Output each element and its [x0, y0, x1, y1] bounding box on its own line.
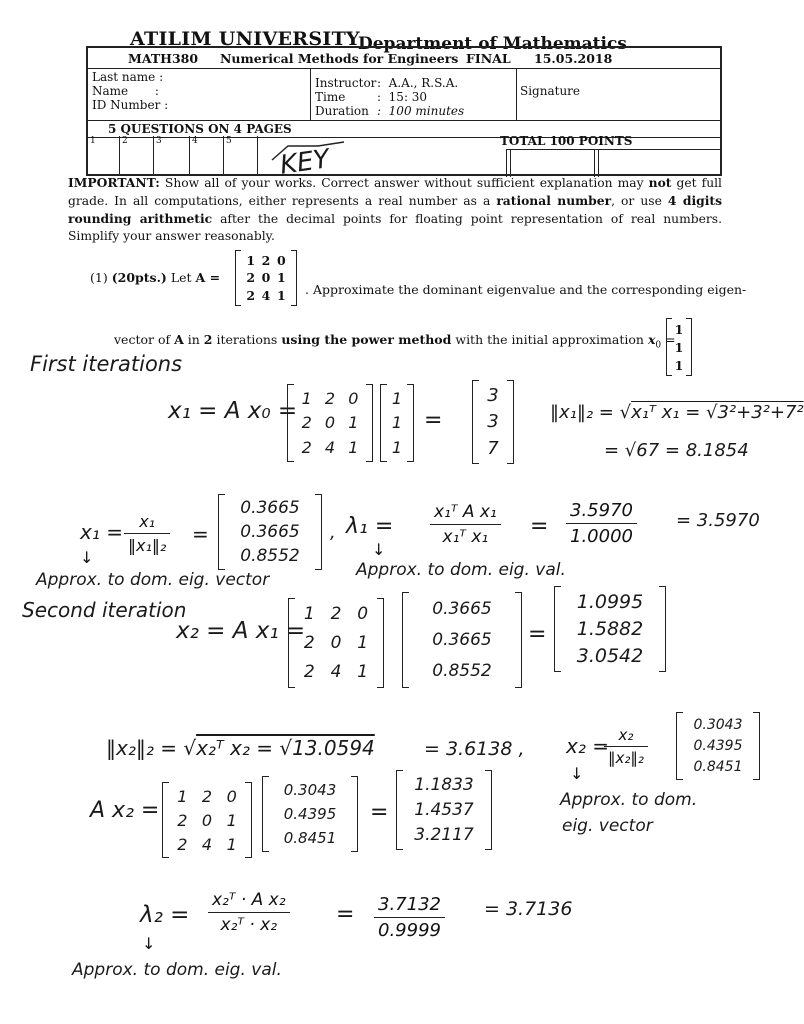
instructor-value: : A.A., R.S.A. [377, 76, 459, 90]
score-cell: 3 [154, 136, 190, 176]
arrow-icon: ↓ [570, 764, 584, 783]
duration-value: : 100 minutes [377, 104, 465, 118]
time-value: : 15: 30 [377, 90, 428, 104]
time-label: Time [315, 90, 346, 104]
signature-label: Signature [520, 84, 581, 98]
x2-vector-handwritten: 0.3043 0.4395 0.8451 [262, 776, 358, 852]
matrix-a-handwritten: 1 2 0 2 0 1 2 4 1 [162, 782, 252, 858]
approx-eigenvector-note-2-line2: eig. vector [562, 816, 653, 836]
department-name: Department of Mathematics [358, 34, 627, 54]
approx-eigenvector-note: Approx. to dom. eig. vector [36, 570, 270, 590]
arrow-icon: ↓ [80, 548, 94, 567]
question-label: (1) (20pts.) Let A = [90, 270, 221, 285]
x0-vector-handwritten: 1 1 1 [380, 384, 414, 462]
x2-normalized-fraction: $\frac{\text{x₂}}{\text{‖x₂‖₂}}$ [604, 726, 648, 767]
ax0-result-vector: 3 3 7 [472, 380, 514, 464]
first-iteration-heading: First iterations [30, 352, 183, 376]
score-cell: 5 [224, 136, 258, 176]
approx-eigenvalue-note: Approx. to dom. eig. val. [356, 560, 566, 580]
matrix-a: 1 2 0 2 0 1 2 4 1 [235, 250, 297, 306]
id-number-label: ID Number : [92, 98, 169, 112]
score-cell: 2 [120, 136, 154, 176]
lambda1-result: = 3.5970 [676, 510, 760, 531]
total-points: TOTAL 100 POINTS [500, 134, 633, 148]
exam-type: FINAL [466, 51, 511, 66]
arrow-icon: ↓ [372, 540, 386, 559]
x1-vector: 0.3665 0.3665 0.8552 [218, 494, 322, 570]
key-stamp [258, 132, 378, 181]
ax1-result-vector: 1.0995 1.5882 3.0542 [554, 586, 666, 672]
matrix-a-handwritten: 1 2 0 2 0 1 2 4 1 [287, 384, 373, 462]
question-text-2: vector of A in 2 iterations using the power method with the initial approximation $x_0$ = [114, 332, 676, 351]
lambda2-lhs: λ₂ = [140, 902, 190, 928]
x1-vector-handwritten: 0.3665 0.3665 0.8552 [402, 592, 522, 688]
x1-normalized-fraction: $\frac{\text{x₁}}{\text{‖x₁‖₂}}$ [124, 512, 170, 555]
lambda1-rayleigh-fraction: $\frac{\text{x₁ᵀ A x₁}}{\text{x₁ᵀ x₁}}$ [430, 502, 501, 547]
norm-x1-expression: ‖x₁‖₂ = √x₁ᵀ x₁ = √3²+3²+7² [550, 402, 804, 423]
course-code: MATH380 [128, 51, 199, 66]
exam-header-box [86, 46, 722, 176]
second-iteration-heading: Second iteration [22, 598, 187, 622]
approx-eigenvector-note-2-line1: Approx. to dom. [560, 790, 698, 810]
norm-x1-result: = √67 = 8.1854 [604, 440, 749, 461]
important-instructions: IMPORTANT: Show all of your works. Correct answer without sufficient explanation may not get full grade. In all computations, either represents a real number as a rational number, or use 4 digits rounding arithmetic after the decimal points for floating point representation of real numbers. Simplify your answer reasonably. [68, 175, 722, 243]
exam-date: 15.05.2018 [534, 51, 613, 66]
lambda2-value-fraction: $\frac{3.7132}{0.9999}$ [374, 894, 445, 941]
exam-details [310, 68, 517, 120]
approx-eigenvalue-note-2: Approx. to dom. eig. val. [72, 960, 282, 980]
student-info [92, 70, 168, 112]
norm-x2-expression: ‖x₂‖₂ = √x₂ᵀ x₂ = √13.0594 [106, 736, 375, 760]
lambda1-lhs: λ₁ = [346, 514, 394, 539]
ax2-lhs: A x₂ = [90, 798, 160, 823]
x1-equation-lhs: x₁ = A x₀ = [168, 398, 298, 424]
last-name-label: Last name : [92, 70, 164, 84]
key-text: KEY [278, 144, 332, 181]
score-cell: 1 [88, 136, 120, 176]
norm-x2-result: = 3.6138 , [424, 738, 525, 760]
exam-page: ATILIM UNIVERSITY Department of Mathematics MATH380 Numerical Methods for Engineers FINAL 15.05.2018 Last name : Name : ID Number : Instructor: A.A., R.S.A. Time : 15: 30 Duration : 100 minutes Signature 5 QUESTIONS ON 4 PAGES TOTAL 100 POINTS 1 2 3 4 5 KEY IMPORTANT: Show all of your works. Correct answer without sufficient explanation may not get full grade. In all computations, either represents a real number as a rational number, or use 4 digits rounding arithmetic after the decimal points for floating point representation of real numbers. Simplify your answer reasonably. (1) (20pts.) Let A = 1 2 0 2 0 1 2 4 1 . Approximate the dominant eigenvalue and the corresponding eigen- vector of A in 2 iterations using the power method with the initial approximation $x_0$ = 1 1 1 First iterations x₁ = A x₀ = 1 2 0 2 0 1 2 4 1 1 1 1 = 3 3 7 ‖x₁‖₂ = √x₁ᵀ x₁ = √3²+3²+7² = √67 = 8.1854 x₁ = $\frac{\text{x₁}}{\text{‖x₁‖₂}}$ = 0.3665 0.3665 0.8552 , λ₁ = $\frac{\text{x₁ᵀ A x₁}}{\text{x₁ᵀ x₁}}$ = $\frac{3.5970}{1.0000}$ = 3.5970 ↓ ↓ Approx. to dom. eig. vector Approx. to dom. eig. val. Second iteration x₂ = A x₁ = 1 2 0 2 0 1 2 4 1 0.3665 0.3665 0.8552 = 1.0995 1.5882 3.0542 ‖x₂‖₂ = √x₂ᵀ x₂ = √13.0594 = 3.6138 , x₂ = $\frac{\text{x₂}}{\text{‖x₂‖₂}}$ 0.3043 0.4395 0.8451 ↓ Approx. to dom. eig. vector A x₂ = 1 2 0 2 0 1 2 4 1 0.3043 0.4395 0.8451 = 1.1833 1.4537 3.2117 λ₂ = $\frac{\text{x₂ᵀ · A x₂}}{\text{x₂ᵀ · x₂}}$ = $\frac{3.7132}{0.9999}$ = 3.7136 ↓ Approx. to dom. eig. val. [22, 28, 804, 980]
x2-normalized-lhs: x₂ = [566, 734, 609, 758]
x1-normalized-lhs: x₁ = [80, 520, 123, 544]
duration-label: Duration [315, 104, 369, 118]
initial-vector-x0: 1 1 1 [666, 318, 692, 376]
questions-info: 5 QUESTIONS ON 4 PAGES [108, 122, 292, 136]
matrix-a-handwritten: 1 2 0 2 0 1 2 4 1 [288, 598, 384, 688]
course-name: Numerical Methods for Engineers [220, 51, 459, 66]
lambda2-result: = 3.7136 [484, 898, 573, 920]
lambda2-rayleigh-fraction: $\frac{\text{x₂ᵀ · A x₂}}{\text{x₂ᵀ · x₂}}$ [208, 890, 290, 935]
question-text-1: . Approximate the dominant eigenvalue and the corresponding eigen- [305, 282, 747, 297]
important-label: IMPORTANT: [68, 175, 160, 190]
ax2-result-vector: 1.1833 1.4537 3.2117 [396, 770, 492, 850]
total-score-box [506, 149, 720, 177]
course-row [88, 48, 720, 69]
name-label: Name : [92, 84, 159, 98]
equals-sign: = [424, 408, 443, 433]
score-cell: 4 [190, 136, 224, 176]
university-name: ATILIM UNIVERSITY [130, 28, 360, 50]
instructor-label: Instructor [315, 76, 377, 90]
lambda1-value-fraction: $\frac{3.5970}{1.0000}$ [566, 500, 637, 547]
x2-vector: 0.3043 0.4395 0.8451 [676, 712, 760, 780]
x2-equation-lhs: x₂ = A x₁ = [176, 618, 306, 644]
arrow-icon: ↓ [142, 934, 156, 953]
